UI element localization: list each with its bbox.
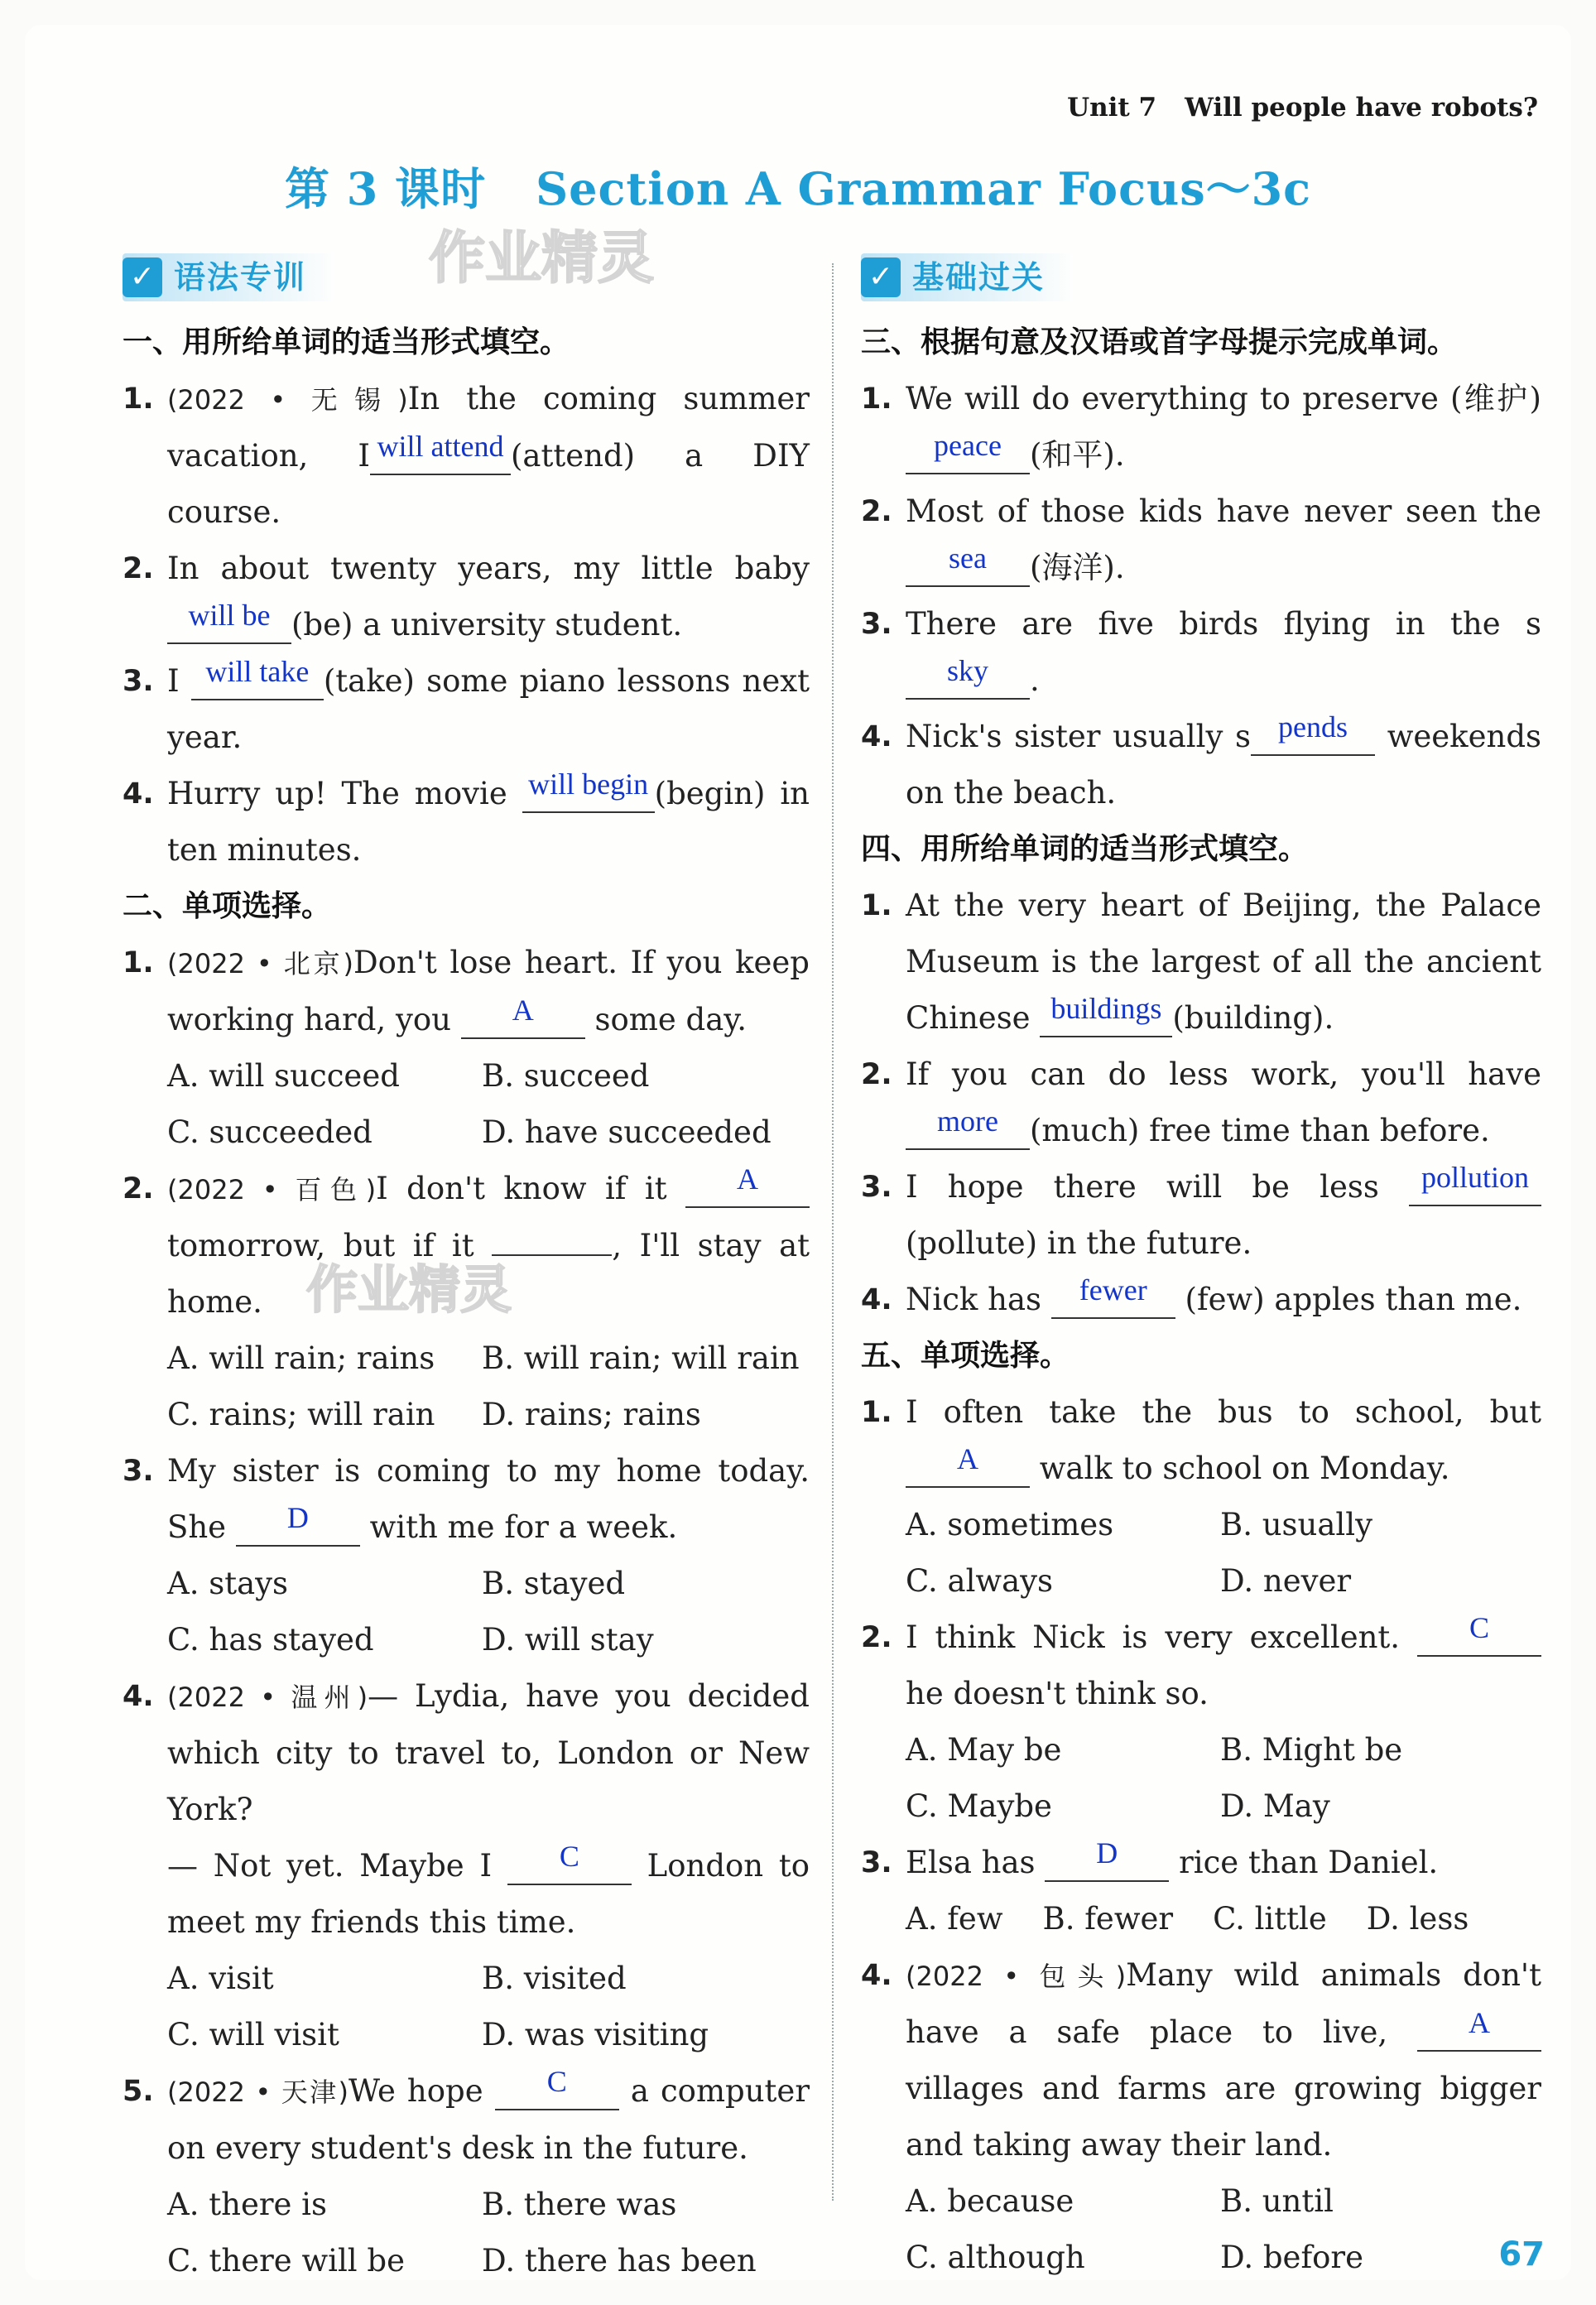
option[interactable]: B. until (1220, 2183, 1334, 2219)
option[interactable]: A. because (906, 2183, 1074, 2219)
option[interactable]: A. May be (906, 1732, 1062, 1768)
option[interactable]: D. May (1220, 1788, 1330, 1824)
question: 1. (2022 • 无锡)In the coming summer vacation, I will attend (attend) a DIY course. (123, 381, 810, 530)
option[interactable]: C. will visit (167, 2017, 339, 2052)
answer-blank[interactable]: sky (906, 663, 1030, 700)
part-heading: 三、根据句意及汉语或首字母提示完成单词。 (861, 325, 1458, 359)
option[interactable]: A. will succeed (167, 1058, 400, 1094)
options (167, 1048, 810, 1161)
answer-blank[interactable]: D (1045, 1845, 1169, 1882)
part-heading: 五、单项选择。 (861, 1339, 1070, 1373)
option[interactable]: C. Maybe (906, 1788, 1052, 1824)
answer-blank[interactable]: D (236, 1510, 360, 1547)
question: 3. I hope there will be less pollution(pollute) in the future. (861, 1159, 1541, 1272)
option[interactable]: B. visited (482, 1961, 627, 1996)
answer-blank[interactable]: will attend (370, 439, 511, 475)
option[interactable]: B. fewer (1042, 1901, 1174, 1937)
answer-blank[interactable]: A (906, 1451, 1030, 1488)
option[interactable]: D. before (1220, 2240, 1364, 2275)
question: 1. At the very heart of Beijing, the Palace Museum is the largest of all the ancient Chinese buildings (building). (861, 888, 1541, 1036)
options (906, 1891, 1541, 1947)
question: 2. In about twenty years, my little baby will be (be) a university student. (123, 551, 810, 642)
option[interactable]: A. there is (167, 2187, 328, 2222)
option[interactable]: D. will stay (482, 1622, 654, 1658)
option[interactable]: A. stays (167, 1566, 289, 1601)
check-icon: ✓ (861, 257, 901, 297)
option[interactable]: D. there has been (482, 2243, 757, 2279)
options (906, 1497, 1541, 1610)
options (167, 1331, 810, 1443)
answer-blank[interactable]: A (1417, 2015, 1541, 2052)
section-label: 基础过关 (912, 259, 1046, 296)
answer-blank[interactable]: C (495, 2074, 619, 2110)
option[interactable]: D. was visiting (482, 2017, 709, 2052)
left-column (123, 248, 810, 2289)
answer-blank[interactable]: C (1417, 1620, 1541, 1657)
part-heading: 二、单项选择。 (123, 889, 332, 923)
answer-blank[interactable]: pends (1251, 719, 1375, 756)
option[interactable]: C. little (1213, 1901, 1327, 1937)
lesson-number: 第 3 课时 (284, 162, 487, 215)
answer-blank[interactable]: peace (906, 438, 1030, 474)
option[interactable]: A. visit (167, 1961, 274, 1996)
answer-blank[interactable]: fewer (1051, 1282, 1175, 1319)
option[interactable]: D. have succeeded (482, 1114, 772, 1150)
option[interactable]: B. Might be (1220, 1732, 1403, 1768)
question: 2. I think Nick is very excellent. C he doesn't think so. (861, 1610, 1541, 1722)
part-heading: 一、用所给单词的适当形式填空。 (123, 325, 570, 359)
question: 4. (2022 • 温州)— Lydia, have you decided which city to travel to, London or New York? — Not yet. Maybe I C London to meet my friends this time. (123, 1678, 810, 1940)
lesson-title (0, 154, 1596, 218)
option[interactable]: B. there was (482, 2187, 677, 2222)
question: 3. I will take (take) some piano lessons next year. (123, 655, 810, 755)
question: 5. (2022 • 天津)We hope C a computer on every student's desk in the future. (123, 2065, 810, 2166)
question: 4. Hurry up! The movie will begin (begin) in ten minutes. (123, 768, 810, 868)
answer-blank[interactable]: more (906, 1114, 1030, 1150)
answer-blank[interactable]: will begin (522, 777, 655, 813)
question: 2. If you can do less work, you'll have more (much) free time than before. (861, 1056, 1541, 1148)
option[interactable]: C. rains; will rain (167, 1397, 435, 1432)
option[interactable]: D. less (1366, 1901, 1469, 1937)
option[interactable]: C. although (906, 2240, 1085, 2275)
answer-blank[interactable]: C (507, 1849, 632, 1885)
options (167, 2177, 810, 2289)
section-label: 语法专训 (174, 259, 307, 296)
option[interactable]: B. succeed (482, 1058, 650, 1094)
option[interactable]: D. rains; rains (482, 1397, 701, 1432)
question: 3. Elsa has D rice than Daniel. (861, 1836, 1439, 1880)
answer-blank[interactable]: will take (191, 664, 324, 700)
page-number: 67 (1498, 2235, 1545, 2274)
options (167, 1556, 810, 1668)
question: 1. I often take the bus to school, but A walk to school on Monday. (861, 1394, 1541, 1486)
watermark: 作业精灵 (306, 1259, 512, 1320)
section-header (861, 248, 1541, 306)
option[interactable]: D. never (1220, 1563, 1352, 1599)
watermark: 作业精灵 (429, 226, 655, 291)
option[interactable]: B. will rain; will rain (482, 1340, 800, 1376)
right-column (861, 248, 1541, 2286)
question: 1. (2022 • 北京)Don't lose heart. If you keep working hard, you A some day. (123, 945, 810, 1037)
page-header (1067, 93, 1538, 123)
answer-blank[interactable]: will be (167, 608, 291, 644)
option[interactable]: C. always (906, 1563, 1054, 1599)
options (906, 2173, 1541, 2286)
answer-blank[interactable]: buildings (1040, 1001, 1172, 1037)
options (167, 1951, 810, 2063)
answer-blank[interactable]: pollution (1409, 1170, 1541, 1206)
question: 4. Nick has fewer (few) apples than me. (861, 1273, 1522, 1317)
answer-blank[interactable]: A (685, 1172, 810, 1208)
option[interactable]: C. has stayed (167, 1622, 374, 1658)
question: 2. (2022 • 百色)I don't know if it A tomorrow, but if it , I'll stay at home. (123, 1162, 810, 1320)
check-icon: ✓ (123, 257, 162, 297)
question: 4. Nick's sister usually s pends weekends on the beach. (861, 710, 1541, 811)
section-header (123, 248, 810, 306)
question: 4. (2022 • 包头)Many wild animals don't have a safe place to live, A villages and farms are growing bigger and taking away their land. (861, 1957, 1541, 2163)
option[interactable]: C. succeeded (167, 1114, 373, 1150)
answer-blank[interactable]: sea (906, 551, 1030, 587)
answer-blank[interactable]: A (461, 1003, 585, 1039)
column-divider (832, 263, 834, 2201)
question: 3. My sister is coming to my home today. She D with me for a week. (123, 1453, 810, 1545)
option[interactable]: A. will rain; rains (167, 1340, 435, 1376)
answer-blank[interactable] (492, 1254, 612, 1256)
question: 2. Most of those kids have never seen the sea (海洋). (861, 493, 1541, 585)
part-heading: 四、用所给单词的适当形式填空。 (861, 832, 1309, 866)
option[interactable]: B. usually (1220, 1507, 1372, 1542)
question: 3. There are five birds flying in the ssky . (861, 606, 1541, 698)
unit-label: Unit 7 (1067, 93, 1157, 123)
question: 1. We will do everything to preserve (维护) peace (和平). (861, 381, 1541, 473)
unit-title: Will people have robots? (1185, 93, 1538, 123)
option[interactable]: A. few (906, 1901, 1003, 1937)
section-name: Section A Grammar Focus～3c (536, 162, 1312, 215)
option[interactable]: C. there will be (167, 2243, 405, 2279)
option[interactable]: B. stayed (482, 1566, 626, 1601)
option[interactable]: A. sometimes (906, 1507, 1114, 1542)
options (906, 1722, 1541, 1835)
